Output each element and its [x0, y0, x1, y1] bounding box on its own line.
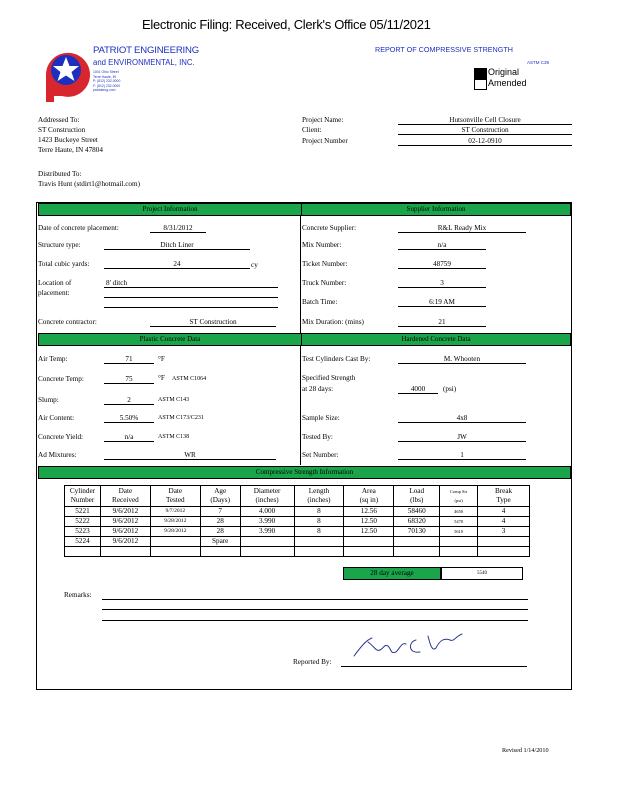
yield-label: Concrete Yield:	[38, 433, 84, 441]
column-header: Load (lbs)	[394, 486, 440, 507]
concrete-temp-standard: ASTM C1064	[172, 376, 207, 382]
cast-by-label: Test Cylinders Cast By:	[302, 355, 371, 363]
table-cell: 9/6/2012	[100, 537, 150, 547]
table-cell: 28	[200, 527, 240, 537]
avg-value: 5540	[441, 567, 523, 580]
addressed-line: ST Construction	[38, 126, 86, 134]
yards-value: 24	[104, 260, 250, 269]
remarks-line	[102, 609, 528, 610]
location-value: 8' ditch	[104, 279, 278, 288]
table-row	[65, 547, 530, 557]
table-cell	[394, 547, 440, 557]
yield-standard: ASTM C138	[158, 434, 190, 440]
location-line	[104, 307, 278, 308]
table-cell: 4.000	[240, 507, 294, 517]
strength-label-line2: at 28 days:	[302, 385, 334, 393]
addressed-to-label: Addressed To:	[38, 116, 80, 124]
table-cell	[478, 537, 530, 547]
table-cell: 3	[478, 527, 530, 537]
column-header: Comp Str (psi)	[440, 486, 478, 507]
table-cell	[344, 537, 394, 547]
sample-size-label: Sample Size:	[302, 414, 340, 422]
table-cell: 9/7/2012	[150, 507, 200, 517]
company-address: 1001 Ohio Street Terre Haute, IN P: (812) 232-0000 F: (812) 232-0000 patrioteng.com	[93, 70, 121, 93]
slump-label: Slump:	[38, 396, 59, 404]
table-cell: 5223	[65, 527, 101, 537]
date-label: Date of concrete placement:	[38, 224, 119, 232]
truck-value: 3	[398, 279, 486, 288]
client-value: ST Construction	[398, 126, 572, 135]
air-temp-value: 71	[104, 355, 154, 364]
table-cell: 3.990	[240, 527, 294, 537]
tested-by-label: Tested By:	[302, 433, 333, 441]
table-cell	[478, 547, 530, 557]
remarks-line	[102, 599, 528, 600]
table-cell: 5470	[440, 517, 478, 527]
table-cell: 9/6/2012	[100, 507, 150, 517]
table-cell: 8	[294, 517, 344, 527]
addressed-line: Terre Haute, IN 47804	[38, 146, 103, 154]
info-header-bar	[36, 202, 572, 216]
column-header: Area (sq in)	[344, 486, 394, 507]
original-label: Original	[488, 67, 520, 77]
distributed-to-value: Travis Hunt (stdirt1@hotmail.com)	[38, 180, 140, 188]
strength-label-line1: Specified Strength	[302, 374, 356, 382]
amended-checkbox[interactable]	[474, 79, 487, 90]
air-content-standard: ASTM C173/C231	[158, 415, 204, 421]
table-cell: 5224	[65, 537, 101, 547]
table-row	[65, 537, 530, 547]
table-cell	[440, 547, 478, 557]
table-cell: 9/6/2012	[100, 517, 150, 527]
reported-by-line	[341, 656, 527, 667]
admix-label: Ad Mixtures:	[38, 451, 77, 459]
air-content-value: 5.50%	[104, 414, 154, 423]
original-checkbox[interactable]	[474, 68, 487, 79]
table-cell: 5221	[65, 507, 101, 517]
table-cell: 8	[294, 527, 344, 537]
truck-label: Truck Number:	[302, 279, 347, 287]
strength-value: 4000	[398, 385, 438, 394]
report-standard: ASTM C39	[527, 60, 550, 65]
yield-value: n/a	[104, 433, 154, 442]
supplier-value: R&L Ready Mix	[398, 224, 526, 233]
revised-note: Revised 1/14/2010	[502, 747, 549, 754]
concrete-data-header-bar	[36, 332, 572, 346]
date-value: 8/31/2012	[150, 224, 206, 233]
location-line	[104, 297, 278, 298]
air-content-label: Air Content:	[38, 414, 75, 422]
report-body	[36, 202, 572, 690]
admix-value: WR	[104, 451, 276, 460]
table-cell	[394, 537, 440, 547]
hardened-data-header: Hardened Concrete Data	[301, 333, 571, 346]
column-header: Date Tested	[150, 486, 200, 507]
table-cell: 3.990	[240, 517, 294, 527]
table-cell: 9/28/2012	[150, 527, 200, 537]
slump-standard: ASTM C143	[158, 397, 190, 403]
table-cell	[440, 537, 478, 547]
table-cell: 8	[294, 507, 344, 517]
addressed-line: 1423 Buckeye Street	[38, 136, 98, 144]
table-cell	[344, 547, 394, 557]
slump-value: 2	[104, 396, 154, 405]
project-info-header: Project Information	[38, 203, 302, 216]
table-cell: 28	[200, 517, 240, 527]
mix-label: Mix Number:	[302, 241, 342, 249]
table-cell	[240, 537, 294, 547]
table-cell: 9/6/2012	[100, 527, 150, 537]
table-cell: 12.50	[344, 517, 394, 527]
plastic-data-header: Plastic Concrete Data	[38, 333, 302, 346]
compressive-table	[64, 485, 530, 557]
set-number-value: 1	[398, 451, 526, 460]
column-header: Age (Days)	[200, 486, 240, 507]
table-cell: 12.56	[344, 507, 394, 517]
compressive-header-bar	[36, 465, 572, 479]
table-cell	[100, 547, 150, 557]
table-cell: 4	[478, 517, 530, 527]
client-label: Client:	[302, 126, 322, 134]
table-cell	[150, 537, 200, 547]
batch-value: 6:19 AM	[398, 298, 486, 307]
set-number-label: Set Number:	[302, 451, 339, 459]
project-number-value: 02-12-0910	[398, 137, 572, 146]
mix-value: n/a	[398, 241, 486, 250]
table-cell: 4650	[440, 507, 478, 517]
table-cell: 5222	[65, 517, 101, 527]
table-row	[65, 507, 530, 517]
air-temp-unit: °F	[158, 355, 165, 363]
sample-size-value: 4x8	[398, 414, 526, 423]
table-cell	[200, 547, 240, 557]
compressive-header: Compressive Strength Information	[38, 466, 571, 479]
concrete-temp-label: Concrete Temp:	[38, 375, 84, 383]
table-cell: 7	[200, 507, 240, 517]
column-header: Diameter (inches)	[240, 486, 294, 507]
table-cell	[150, 547, 200, 557]
table-row	[65, 527, 530, 537]
project-name-label: Project Name:	[302, 116, 344, 124]
ticket-value: 48759	[398, 260, 486, 269]
batch-label: Batch Time:	[302, 298, 338, 306]
table-cell: 58460	[394, 507, 440, 517]
duration-label: Mix Duration: (mins)	[302, 318, 364, 326]
patriot-star-logo-icon	[40, 44, 92, 104]
project-name-value: Hutsonville Cell Closure	[398, 116, 572, 125]
table-cell: 9/28/2012	[150, 517, 200, 527]
ticket-label: Ticket Number:	[302, 260, 348, 268]
strength-unit: (psi)	[443, 385, 457, 393]
amended-label: Amended	[488, 78, 527, 88]
contractor-value: ST Construction	[150, 318, 276, 327]
table-cell: Spare	[200, 537, 240, 547]
company-name-line1: PATRIOT ENGINEERING	[93, 45, 200, 56]
remarks-line	[102, 620, 528, 621]
reported-by-label: Reported By:	[293, 658, 332, 666]
location-label: Location of placement:	[38, 279, 72, 297]
table-cell	[294, 547, 344, 557]
company-logo	[40, 44, 92, 104]
table-cell: 5610	[440, 527, 478, 537]
supplier-info-header: Supplier Information	[301, 203, 571, 216]
column-header: Date Received	[100, 486, 150, 507]
table-cell	[240, 547, 294, 557]
table-cell: 68320	[394, 517, 440, 527]
table-cell	[294, 537, 344, 547]
contractor-label: Concrete contractor:	[38, 318, 97, 326]
column-header: Cylinder Number	[65, 486, 101, 507]
filing-banner: Electronic Filing: Received, Clerk's Office 05/11/2021	[142, 17, 431, 32]
cast-by-value: M. Whooten	[398, 355, 526, 364]
distributed-to-label: Distributed To:	[38, 170, 82, 178]
concrete-temp-value: 75	[104, 375, 154, 384]
table-header-row	[65, 486, 530, 507]
table-row	[65, 517, 530, 527]
supplier-label: Concrete Supplier:	[302, 224, 357, 232]
air-temp-label: Air Temp:	[38, 355, 68, 363]
report-title: REPORT OF COMPRESSIVE STRENGTH	[375, 45, 513, 54]
yards-unit: cy	[251, 261, 258, 269]
structure-label: Structure type:	[38, 241, 81, 249]
concrete-temp-unit: °F	[158, 374, 165, 382]
structure-value: Ditch Liner	[104, 241, 250, 250]
column-header: Length (inches)	[294, 486, 344, 507]
column-header: Break Type	[478, 486, 530, 507]
table-cell: 70130	[394, 527, 440, 537]
table-cell: 4	[478, 507, 530, 517]
avg-label: 28 day average	[343, 567, 441, 580]
project-number-label: Project Number	[302, 137, 348, 145]
tested-by-value: JW	[398, 433, 526, 442]
remarks-label: Remarks:	[64, 591, 92, 599]
table-cell	[65, 547, 101, 557]
company-name-line2: and ENVIRONMENTAL, INC.	[93, 58, 195, 67]
table-cell: 12.50	[344, 527, 394, 537]
duration-value: 21	[398, 318, 486, 327]
yards-label: Total cubic yards:	[38, 260, 90, 268]
